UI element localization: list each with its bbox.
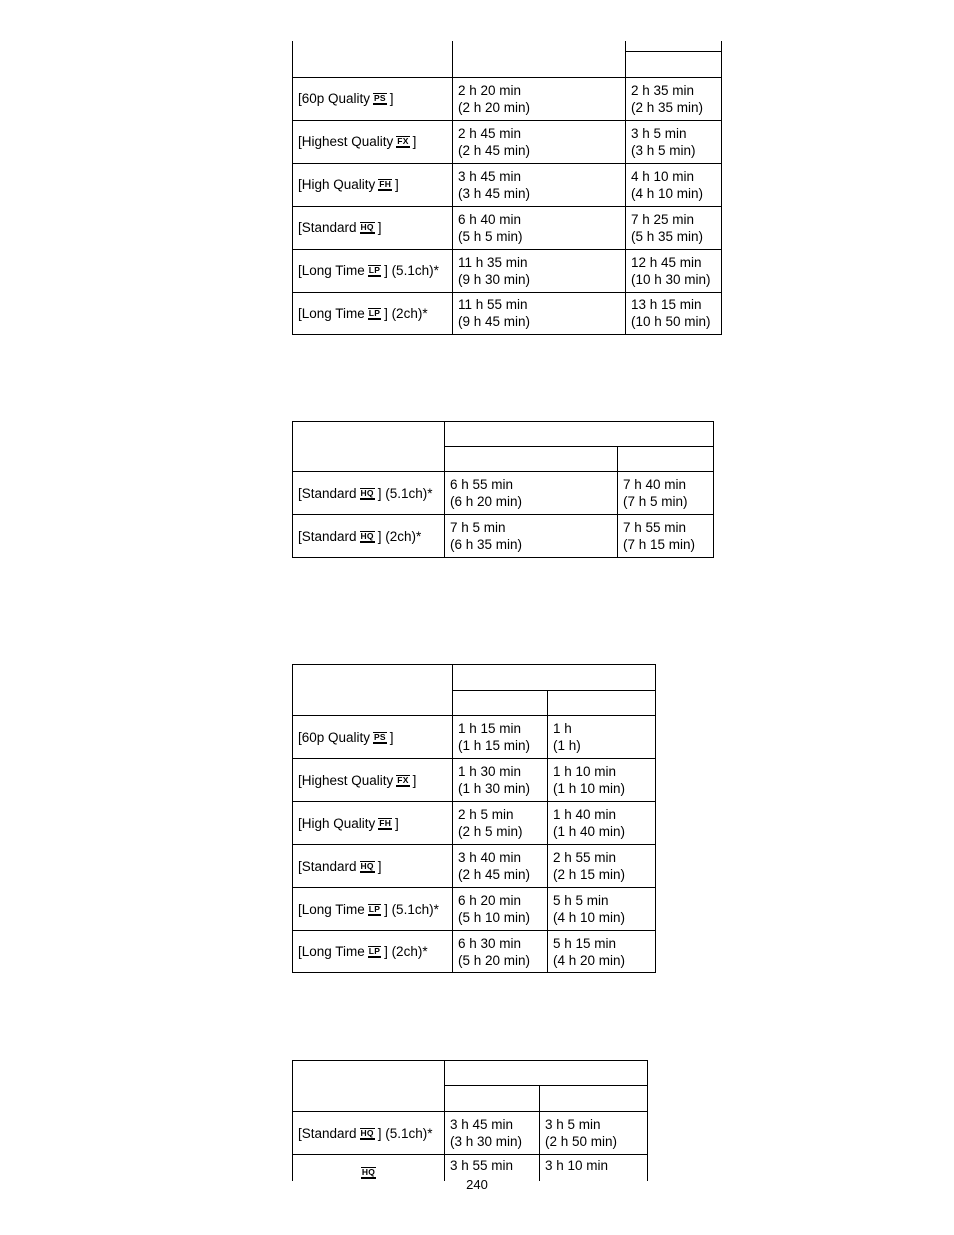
table-row <box>293 716 656 759</box>
time-cell: 7 h 25 min (5 h 35 min) <box>626 206 722 249</box>
time-cell: 1 h 10 min (1 h 10 min) <box>548 759 656 802</box>
time-cell: 3 h 10 min <box>540 1155 648 1182</box>
time-cell: 3 h 40 min (2 h 45 min) <box>453 845 548 888</box>
time-cell: 2 h 35 min (2 h 35 min) <box>626 77 722 120</box>
time-cell: 7 h 5 min (6 h 35 min) <box>445 515 618 558</box>
time-cell: 6 h 55 min (6 h 20 min) <box>445 472 618 515</box>
time-cell: 7 h 55 min (7 h 15 min) <box>618 515 714 558</box>
table-row <box>293 249 722 292</box>
mode-cell: [60p Quality PS ] <box>293 716 453 759</box>
time-cell: 1 h 40 min (1 h 40 min) <box>548 802 656 845</box>
lp-icon: LP <box>368 307 381 318</box>
mode-cell: [Long Time LP ] (5.1ch)* <box>293 249 453 292</box>
time-cell: 5 h 5 min (4 h 10 min) <box>548 888 656 931</box>
table-header-row <box>293 41 722 77</box>
table-row <box>293 759 656 802</box>
table-row <box>293 515 714 558</box>
table-row <box>293 163 722 206</box>
time-cell: 3 h 45 min (3 h 30 min) <box>445 1112 540 1155</box>
time-cell: 6 h 40 min (5 h 5 min) <box>453 206 626 249</box>
hq-icon: HQ <box>360 487 374 498</box>
time-cell: 1 h 15 min (1 h 15 min) <box>453 716 548 759</box>
lp-icon: LP <box>368 946 381 956</box>
mode-cell: [Long Time LP ] (5.1ch)* <box>293 888 453 931</box>
table-row <box>293 845 656 888</box>
time-cell: 2 h 55 min (2 h 15 min) <box>548 845 656 888</box>
mode-cell: [Highest Quality FX ] <box>293 120 453 163</box>
table-row <box>293 802 656 845</box>
recording-time-table-4 <box>292 1060 648 1181</box>
table-row <box>293 77 722 120</box>
mode-cell: [Standard HQ ] <box>293 206 453 249</box>
table-row <box>293 292 722 334</box>
mode-cell: [Standard HQ ] (2ch)* <box>293 515 445 558</box>
fh-icon: FH <box>379 179 392 189</box>
time-cell: 6 h 20 min (5 h 10 min) <box>453 888 548 931</box>
time-cell: 3 h 55 min <box>445 1155 540 1182</box>
lp-icon: LP <box>368 903 381 914</box>
table-row <box>293 888 656 931</box>
lp-icon: LP <box>368 265 381 275</box>
hq-icon: HQ <box>360 530 374 541</box>
time-cell: 11 h 35 min (9 h 30 min) <box>453 249 626 292</box>
table-header-row <box>293 422 714 447</box>
time-cell: 7 h 40 min (7 h 5 min) <box>618 472 714 515</box>
recording-time-table-2 <box>292 421 714 558</box>
table-row <box>293 120 722 163</box>
mode-cell: [High Quality FH ] <box>293 163 453 206</box>
mode-cell: [60p Quality PS ] <box>293 77 453 120</box>
table-row <box>293 206 722 249</box>
fh-icon: FH <box>379 817 392 828</box>
mode-cell: [Long Time LP ] (2ch)* <box>293 931 453 973</box>
hq-icon: HQ <box>361 1167 376 1177</box>
fx-icon: FX <box>397 774 409 785</box>
mode-cell: [Standard HQ ] (5.1ch)* <box>293 472 445 515</box>
mode-cell: [Standard HQ ] <box>293 845 453 888</box>
time-cell: 3 h 45 min (3 h 45 min) <box>453 163 626 206</box>
hq-icon: HQ <box>360 1127 374 1138</box>
table-header-row <box>293 665 656 691</box>
ps-icon: PS <box>374 93 386 103</box>
table-header-row <box>293 1061 648 1086</box>
time-cell: 6 h 30 min (5 h 20 min) <box>453 931 548 973</box>
mode-cell: [Long Time LP ] (2ch)* <box>293 292 453 334</box>
mode-cell: [Highest Quality FX ] <box>293 759 453 802</box>
page-number: 240 <box>466 1177 488 1192</box>
mode-cell: [High Quality FH ] <box>293 802 453 845</box>
recording-time-table-3 <box>292 664 656 973</box>
hq-icon: HQ <box>360 860 374 871</box>
time-cell: 12 h 45 min (10 h 30 min) <box>626 249 722 292</box>
recording-time-table-1 <box>292 41 722 335</box>
time-cell: 11 h 55 min (9 h 45 min) <box>453 292 626 334</box>
time-cell: 4 h 10 min (4 h 10 min) <box>626 163 722 206</box>
mode-cell: [Standard HQ ] (5.1ch)* <box>293 1112 445 1155</box>
time-cell: 3 h 5 min (3 h 5 min) <box>626 120 722 163</box>
table-row <box>293 1112 648 1155</box>
time-cell: 1 h 30 min (1 h 30 min) <box>453 759 548 802</box>
time-cell: 13 h 15 min (10 h 50 min) <box>626 292 722 334</box>
time-cell: 2 h 5 min (2 h 5 min) <box>453 802 548 845</box>
time-cell: 2 h 20 min (2 h 20 min) <box>453 77 626 120</box>
time-cell: 5 h 15 min (4 h 20 min) <box>548 931 656 973</box>
ps-icon: PS <box>374 731 386 742</box>
table-row <box>293 931 656 973</box>
hq-icon: HQ <box>360 222 374 232</box>
time-cell: 3 h 5 min (2 h 50 min) <box>540 1112 648 1155</box>
table-row <box>293 472 714 515</box>
fx-icon: FX <box>397 136 409 146</box>
time-cell: 2 h 45 min (2 h 45 min) <box>453 120 626 163</box>
time-cell: 1 h (1 h) <box>548 716 656 759</box>
